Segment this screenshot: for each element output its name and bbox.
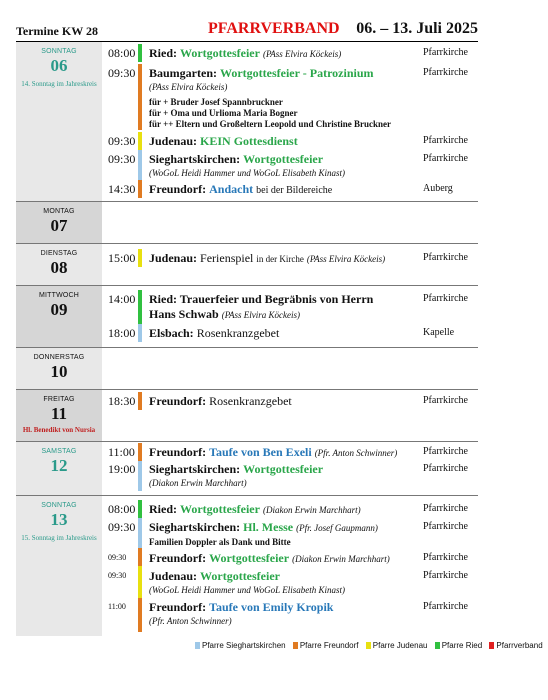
parish-marker bbox=[138, 324, 142, 342]
legend-swatch bbox=[435, 642, 440, 649]
weekday: DIENSTAG bbox=[40, 250, 78, 257]
event-time: 15:00 bbox=[108, 251, 136, 265]
event-location: Pfarrkirche bbox=[423, 521, 468, 532]
day-label bbox=[16, 244, 102, 286]
day-note: Hl. Benedikt von Nursia bbox=[22, 426, 96, 434]
weekday: DONNERSTAG bbox=[33, 354, 85, 361]
day-number: 08 bbox=[50, 258, 68, 277]
event-location: Pfarrkirche bbox=[423, 552, 468, 563]
intention-line: für + Oma und Urlioma Maria Bogner bbox=[149, 108, 298, 118]
week-label: Termine KW 28 bbox=[16, 24, 99, 38]
event-text: Baumgarten: Wortgottesfeier - Patrozinium bbox=[149, 66, 374, 80]
day-number: 11 bbox=[50, 404, 68, 423]
day-number: 13 bbox=[50, 510, 68, 529]
weekday: MITTWOCH bbox=[38, 292, 80, 299]
event-text: Judenau: Ferienspiel in der Kirche (PAss Elvira Köckeis) bbox=[149, 251, 386, 265]
event-time: 14:00 bbox=[108, 292, 136, 306]
intention-line: für + Bruder Josef Spannbruckner bbox=[149, 97, 283, 107]
event-location: Pfarrkirche bbox=[423, 67, 468, 78]
parish-marker bbox=[138, 500, 142, 518]
event-location: Pfarrkirche bbox=[423, 153, 468, 164]
parish-marker bbox=[138, 180, 142, 198]
day-monday-07 bbox=[16, 202, 478, 244]
event-celebrant: (WoGoL Heidi Hammer und WoGoL Elisabeth Kinast) bbox=[149, 168, 346, 178]
legend-swatch bbox=[293, 642, 298, 649]
intention-line: für ++ Eltern und Großeltern Leopold und Christine Bruckner bbox=[149, 119, 391, 129]
parish-marker bbox=[138, 290, 142, 324]
event-location: Kapelle bbox=[423, 327, 455, 338]
day-label bbox=[16, 390, 102, 442]
day-wednesday-09 bbox=[16, 286, 478, 348]
day-number: 09 bbox=[50, 300, 68, 319]
event-location: Pfarrkirche bbox=[423, 135, 468, 146]
event-location: Auberg bbox=[423, 183, 453, 194]
event-time: 09:30 bbox=[108, 152, 136, 166]
day-saturday-12 bbox=[16, 442, 478, 496]
event-text: Sieghartskirchen: Wortgottesfeier bbox=[149, 462, 324, 476]
event-text: Freundorf: Taufe von Emily Kropik bbox=[149, 600, 334, 614]
parish-marker bbox=[138, 249, 142, 267]
parish-marker bbox=[138, 598, 142, 632]
event-location: Pfarrkirche bbox=[423, 601, 468, 612]
parish-marker bbox=[138, 44, 142, 62]
page-header bbox=[16, 20, 478, 42]
day-sunday-13 bbox=[16, 496, 478, 636]
parish-marker bbox=[138, 132, 142, 150]
day-label bbox=[16, 348, 102, 390]
event-text: Judenau: KEIN Gottesdienst bbox=[149, 134, 298, 148]
event-location: Pfarrkirche bbox=[423, 503, 468, 514]
legend-swatch bbox=[195, 642, 200, 649]
event-celebrant: (PAss Elvira Köckeis) bbox=[149, 82, 228, 92]
event-location: Pfarrkirche bbox=[423, 47, 468, 58]
event-time: 14:30 bbox=[108, 182, 136, 196]
event-time: 09:30 bbox=[108, 520, 136, 534]
weekday: SAMSTAG bbox=[41, 448, 77, 455]
event-time: 19:00 bbox=[108, 462, 136, 476]
event-text: Freundorf: Rosenkranzgebet bbox=[149, 394, 292, 408]
event-location: Pfarrkirche bbox=[423, 293, 468, 304]
event-location: Pfarrkirche bbox=[423, 463, 468, 474]
event-location: Pfarrkirche bbox=[423, 446, 468, 457]
event-celebrant: (WoGoL Heidi Hammer und WoGoL Elisabeth Kinast) bbox=[149, 585, 346, 595]
weekday: MONTAG bbox=[43, 208, 75, 215]
day-label bbox=[16, 42, 102, 202]
day-label bbox=[16, 442, 102, 496]
parish-marker bbox=[138, 392, 142, 410]
legend-item: Pfarre Freundorf bbox=[293, 641, 359, 650]
parish-marker bbox=[138, 548, 142, 566]
day-number: 06 bbox=[50, 56, 68, 75]
legend-swatch bbox=[489, 642, 494, 649]
event-time: 09:30 bbox=[108, 66, 136, 80]
parish-marker bbox=[138, 150, 142, 180]
event-text: Sieghartskirchen: Hl. Messe (Pfr. Josef Gaupmann) bbox=[149, 520, 378, 534]
parish-legend bbox=[195, 641, 548, 650]
weekday: FREITAG bbox=[43, 396, 75, 403]
event-celebrant: (Diakon Erwin Marchhart) bbox=[149, 478, 247, 488]
event-location: Pfarrkirche bbox=[423, 252, 468, 263]
day-number: 07 bbox=[50, 216, 68, 235]
event-text-continued: Hans Schwab (PAss Elvira Köckeis) bbox=[149, 307, 301, 321]
day-label bbox=[16, 496, 102, 636]
event-text: Ried: Wortgottesfeier (PAss Elvira Köckeis) bbox=[149, 46, 342, 60]
parish-marker bbox=[138, 443, 142, 461]
parish-marker bbox=[138, 518, 142, 548]
legend-item: Pfarrverband bbox=[489, 641, 542, 650]
event-time: 18:00 bbox=[108, 326, 136, 340]
event-celebrant: (Pfr. Anton Schwinner) bbox=[149, 616, 232, 626]
day-thursday-10 bbox=[16, 348, 478, 390]
day-tuesday-08 bbox=[16, 244, 478, 286]
event-time: 09:30 bbox=[108, 134, 136, 148]
day-number: 10 bbox=[50, 362, 68, 381]
event-time: 09:30 bbox=[108, 571, 127, 580]
event-text: Freundorf: Taufe von Ben Exeli (Pfr. Anton Schwinner) bbox=[149, 445, 398, 459]
event-time: 11:00 bbox=[108, 602, 126, 611]
day-friday-11 bbox=[16, 390, 478, 442]
legend-item: Pfarre Judenau bbox=[366, 641, 428, 650]
event-time: 18:30 bbox=[108, 394, 136, 408]
parish-marker bbox=[138, 64, 142, 130]
event-text: Ried: Wortgottesfeier (Diakon Erwin Marchhart) bbox=[149, 502, 361, 516]
event-text: Freundorf: Andacht bei der Bildereiche bbox=[149, 182, 333, 196]
event-time: 08:00 bbox=[108, 502, 136, 516]
day-label bbox=[16, 286, 102, 348]
event-time: 11:00 bbox=[108, 445, 135, 459]
day-number: 12 bbox=[50, 456, 68, 475]
parish-marker bbox=[138, 566, 142, 598]
event-time: 08:00 bbox=[108, 46, 136, 60]
day-label bbox=[16, 202, 102, 244]
intention-line: Familien Doppler als Dank und Bitte bbox=[149, 537, 291, 547]
day-note: 15. Sonntag im Jahreskreis bbox=[21, 534, 97, 542]
legend-item: Pfarre Ried bbox=[435, 641, 482, 650]
weekday: SONNTAG bbox=[41, 48, 77, 55]
event-text: Ried: Trauerfeier und Begräbnis von Herrn bbox=[149, 292, 374, 306]
event-text: Freundorf: Wortgottesfeier (Diakon Erwin Marchhart) bbox=[149, 551, 390, 565]
event-location: Pfarrkirche bbox=[423, 395, 468, 406]
day-sunday-06 bbox=[16, 42, 478, 202]
event-time: 09:30 bbox=[108, 553, 127, 562]
event-text: Sieghartskirchen: Wortgottesfeier bbox=[149, 152, 324, 166]
legend-swatch bbox=[366, 642, 371, 649]
event-text: Elsbach: Rosenkranzgebet bbox=[149, 326, 280, 340]
event-location: Pfarrkirche bbox=[423, 570, 468, 581]
day-note: 14. Sonntag im Jahreskreis bbox=[21, 80, 97, 88]
date-range: 06. – 13. Juli 2025 bbox=[356, 20, 478, 37]
parish-marker bbox=[138, 461, 142, 491]
page-title: PFARRVERBAND bbox=[208, 20, 340, 37]
legend-item: Pfarre Sieghartskirchen bbox=[195, 641, 286, 650]
weekday: SONNTAG bbox=[41, 502, 77, 509]
event-text: Judenau: Wortgottesfeier bbox=[149, 569, 280, 583]
